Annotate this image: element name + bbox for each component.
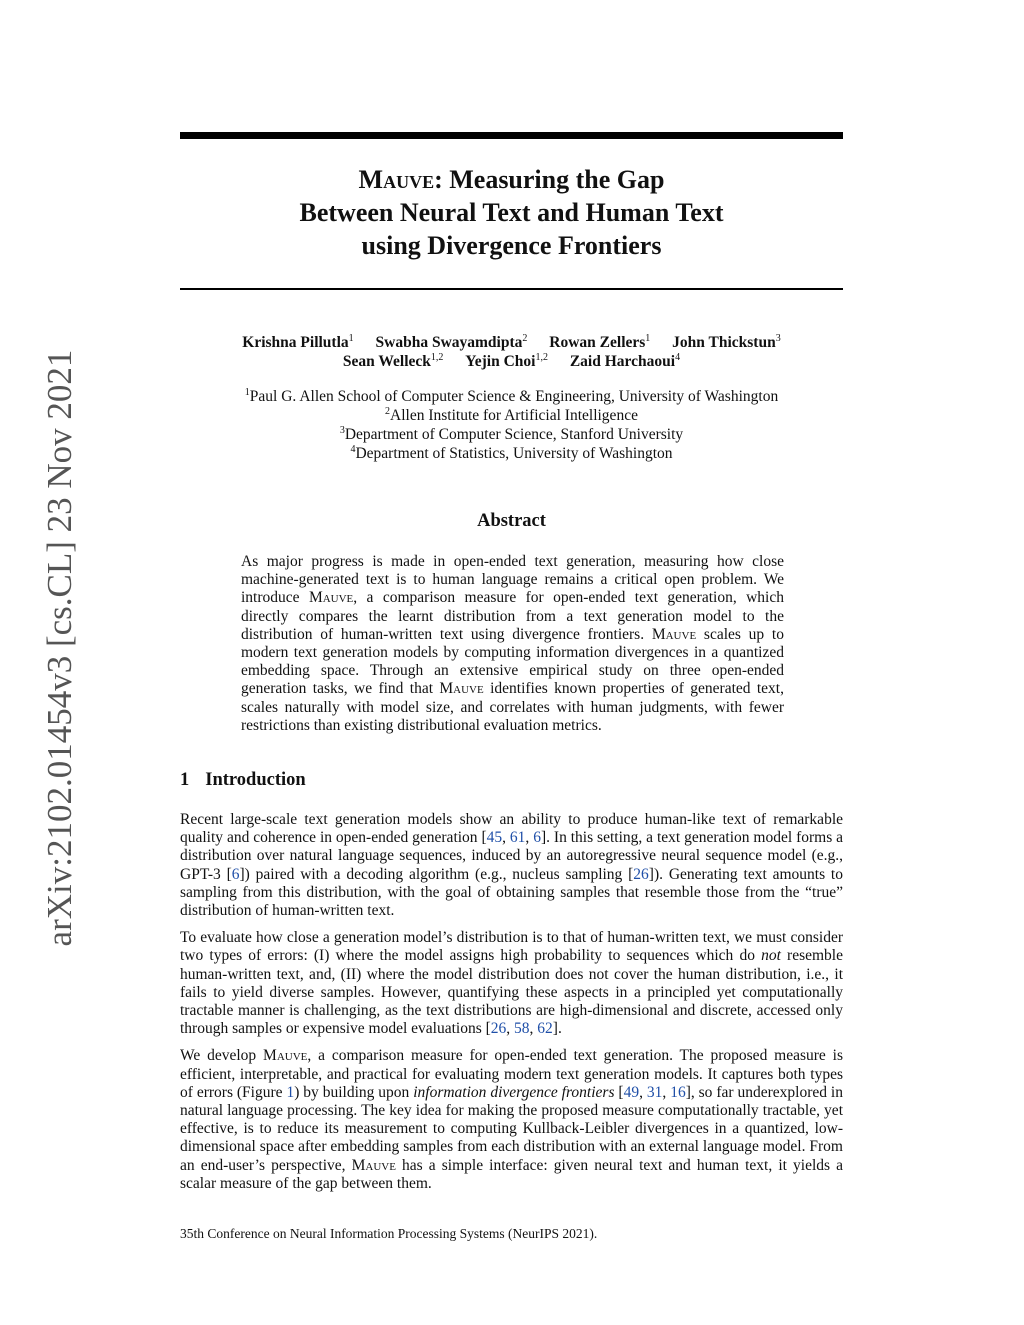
citation-link[interactable]: 6 <box>231 865 240 883</box>
author: Krishna Pillutla$^1$ <box>242 332 354 351</box>
affiliation-list <box>180 387 843 463</box>
figure-link[interactable]: 1 <box>286 1083 295 1101</box>
citation-link[interactable]: 45 <box>486 829 503 847</box>
citation-link[interactable]: 26 <box>490 1020 507 1038</box>
citation-link[interactable]: 6 <box>533 829 541 847</box>
paragraph: To evaluate how close a generation model’s distribution is to that of human-written text, we must consider two types of errors: (I) where the model assigns high probability to sequences which do not resemble human-written text, and, (II) where the model distribution does not cover the human distribution, i.e., it fails to yield diverse samples. However, quantifying these aspects in a principled yet computationally tractable manner is challenging, as the text distributions are high-dimensional and discrete, accessed only through samples or expensive model evaluations [26, 58, 62]. <box>180 929 843 1038</box>
section-heading-introduction: 1 Introduction <box>180 770 306 790</box>
paper-title: Mauve: Measuring the Gap Between Neural Text and Human Text using Divergence Frontiers <box>299 165 724 260</box>
citation-link[interactable]: 62 <box>537 1020 553 1038</box>
author: Swabha Swayamdipta$^2$ <box>375 332 528 351</box>
introduction-body <box>180 811 843 1202</box>
author-list <box>180 333 843 371</box>
affiliation: $^4$Department of Statistics, University of Washington <box>350 443 673 462</box>
paragraph: We develop Mauve, a comparison measure for open-ended text generation. The proposed measure is efficient, interpretable, and practical for evaluating modern text generation models. It captures both types of errors (Figure 1) by building upon information divergence frontiers [49, 31, 16], so far underexplored in natural language processing. The key idea for making the proposed measure computationally tractable, yet effective, is to reduce its measurement to computing Kullback-Leibler divergences in a quantized, low-dimensional space after embedding samples from each distribution with an external language model. From an end-user’s perspective, Mauve has a simple interface: given neural text and human text, it yields a scalar measure of the gap between them. <box>180 1047 843 1192</box>
author: Yejin Choi$^{1,2}$ <box>465 351 548 370</box>
affiliation: $^1$Paul G. Allen School of Computer Science & Engineering, University of Washington <box>244 386 779 405</box>
citation-link[interactable]: 31 <box>646 1083 663 1101</box>
title-mauve: Mauve <box>358 165 435 194</box>
affiliation: $^2$Allen Institute for Artificial Intelligence <box>385 405 638 424</box>
citation-link[interactable]: 49 <box>623 1083 640 1101</box>
author: Sean Welleck$^{1,2}$ <box>342 351 444 370</box>
title-bottom-rule <box>180 288 843 290</box>
author: Rowan Zellers$^1$ <box>549 332 651 351</box>
affiliation: $^3$Department of Computer Science, Stanford University <box>339 424 684 443</box>
citation-link[interactable]: 58 <box>514 1020 530 1038</box>
citation-link[interactable]: 61 <box>509 829 526 847</box>
paragraph: Recent large-scale text generation models show an ability to produce human-like text of remarkable quality and coherence in open-ended generation [45, 61, 6]. In this setting, a text generation model forms a distribution over natural language sequences, induced by an autoregressive neural sequence model (e.g., GPT-3 [6]) paired with a decoding algorithm (e.g., nucleus sampling [26]). Generating text amounts to sampling from this distribution, with the goal of obtaining samples that resemble those from the “true” distribution of human-written text. <box>180 811 844 920</box>
abstract-heading: Abstract <box>477 511 546 531</box>
author: Zaid Harchaoui$^4$ <box>569 351 681 370</box>
abstract-body: As major progress is made in open-ended text generation, measuring how close machine-generated text is to human language remains a critical open problem. We introduce Mauve, a comparison measure for open-ended text generation, which directly compares the learnt distribution from a text generation model to the distribution of human-written text using divergence frontiers. Mauve scales up to modern text generation models by computing information divergences in a quantized embedding space. Through an extensive empirical study on three open-ended generation tasks, we find that Mauve identifies known properties of generated text, scales naturally with model size, and correlates with human judgments, with fewer restrictions than existing distributional evaluation metrics. <box>241 553 784 734</box>
conference-footnote: 35th Conference on Neural Information Processing Systems (NeurIPS 2021). <box>180 1226 598 1241</box>
title-top-rule <box>180 132 843 139</box>
citation-link[interactable]: 16 <box>670 1083 686 1101</box>
arxiv-sidebar-id: arXiv:2102.01454v3 [cs.CL] 23 Nov 2021 <box>40 349 79 947</box>
citation-link[interactable]: 26 <box>633 865 649 883</box>
author: John Thickstun$^3$ <box>672 332 781 351</box>
